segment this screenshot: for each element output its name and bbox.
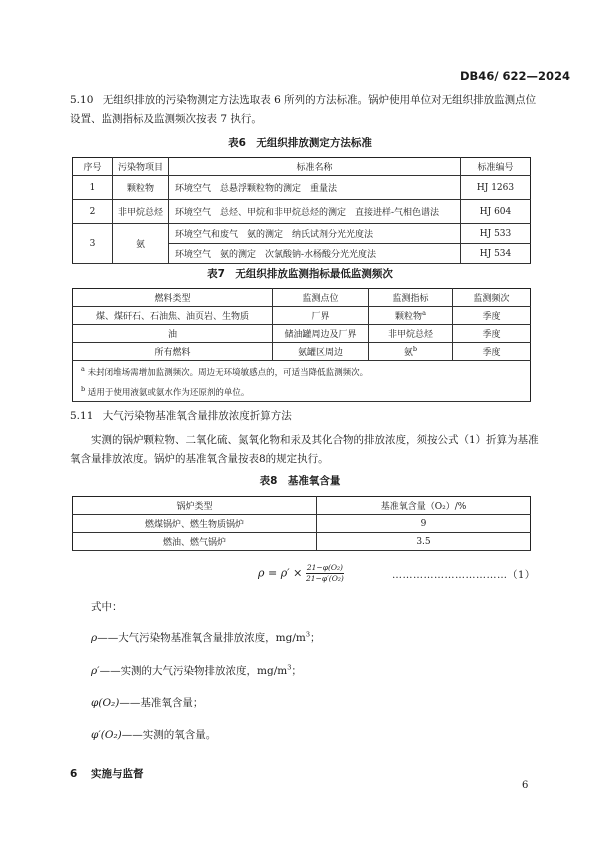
formula-fraction	[306, 563, 344, 584]
fraction-denominator: 21−φ′(O₂)	[306, 574, 344, 583]
variable-end: ；	[310, 632, 321, 644]
table-cell: 环境空气和废气 氨的测定 纳氏试剂分光光度法	[169, 224, 461, 244]
table-cell: 1	[73, 176, 113, 200]
footnote-marker: b	[412, 345, 418, 353]
variable-text: ——大气污染物基准氧含量排放浓度，mg/m	[97, 632, 306, 644]
variable-symbol: φ(O₂)	[91, 697, 120, 709]
table-cell: 煤、煤矸石、石油焦、油页岩、生物质	[73, 307, 273, 325]
section-number: 5.10	[70, 94, 94, 106]
formula-operator: =	[267, 566, 278, 580]
table-cell: 9	[317, 515, 531, 533]
table-cell: HJ 1263	[461, 176, 531, 200]
table-cell: 储油罐周边及厂界	[273, 325, 369, 343]
table-row	[73, 343, 531, 361]
variable-symbol: ρ′	[91, 665, 100, 677]
variable-text: ——实测的氧含量。	[121, 729, 217, 741]
table-cell: 3	[73, 224, 113, 264]
table-header-row	[73, 158, 531, 176]
variable-text: ——实测的大气污染物排放浓度，mg/m	[99, 665, 288, 677]
footnote-marker: a	[81, 365, 85, 373]
section-6-heading	[70, 766, 143, 781]
table-row	[73, 307, 531, 325]
table-cell: 季度	[453, 307, 531, 325]
column-header: 基准氧含量（O₂）/%	[317, 497, 531, 515]
paragraph-line: 实测的锅炉颗粒物、二氧化硫、氮氧化物和汞及其化合物的排放浓度，须按公式（1）折算为基准	[91, 434, 539, 446]
table-cell: 非甲烷总烃	[113, 200, 169, 224]
section-number: 5.11	[70, 410, 94, 422]
footnote	[81, 381, 528, 401]
page-number: 6	[522, 780, 529, 791]
formula-symbol: ρ	[258, 566, 265, 580]
table-cell: 氨罐区周边	[273, 343, 369, 361]
table-6-caption: 表6 无组织排放测定方法标准	[228, 137, 372, 149]
table-cell: 燃煤锅炉、燃生物质锅炉	[73, 515, 317, 533]
table-header-row	[73, 289, 531, 307]
cell-text: 氨	[403, 348, 413, 358]
column-header: 标准名称	[169, 158, 461, 176]
table-cell: 季度	[453, 325, 531, 343]
table-row	[73, 200, 531, 224]
table-cell: 环境空气 总悬浮颗粒物的测定 重量法	[169, 176, 461, 200]
formula-number: ……………………………（1）	[392, 570, 536, 581]
column-header: 监测频次	[453, 289, 531, 307]
column-header: 污染物项目	[113, 158, 169, 176]
paragraph-line: 氧含量排放浓度。锅炉的基准氧含量按表8的规定执行。	[70, 453, 329, 465]
table-cell: 2	[73, 200, 113, 224]
table-cell	[369, 343, 453, 361]
section-5-11-heading	[70, 407, 292, 426]
table-cell: 3.5	[317, 533, 531, 551]
formula-1	[258, 563, 344, 584]
table-row	[73, 515, 531, 533]
table-cell: HJ 604	[461, 200, 531, 224]
formula-symbol: ρ′	[280, 566, 290, 580]
cell-text: 颗粒物	[395, 312, 423, 322]
table-row	[73, 325, 531, 343]
variable-definition	[91, 727, 216, 742]
paragraph-line: 设置、监测指标及监测频次按表 7 执行。	[70, 113, 262, 125]
table-cell: 所有燃料	[73, 343, 273, 361]
table-notes	[73, 361, 531, 402]
unit-superscript: 3	[287, 663, 292, 672]
table-cell: 环境空气 氨的测定 次氯酸钠-水杨酸分光光度法	[169, 244, 461, 264]
table-cell: HJ 533	[461, 224, 531, 244]
column-header: 标准编号	[461, 158, 531, 176]
table-cell: 环境空气 总烃、甲烷和非甲烷总烃的测定 直接进样-气相色谱法	[169, 200, 461, 224]
footnote-text: 适用于使用液氨或氨水作为还原剂的单位。	[87, 387, 250, 398]
footnote-marker: a	[422, 309, 426, 317]
table-header-row	[73, 497, 531, 515]
variable-definition	[91, 663, 302, 678]
column-header: 监测指标	[369, 289, 453, 307]
footnote-marker: b	[81, 384, 86, 393]
table-cell: 非甲烷总烃	[369, 325, 453, 343]
table-notes-row	[73, 361, 531, 402]
table-cell: 氨	[113, 224, 169, 264]
table-cell: 颗粒物	[113, 176, 169, 200]
table-6	[72, 157, 531, 264]
column-header: 燃料类型	[73, 289, 273, 307]
variable-end: ；	[291, 665, 302, 677]
table-row	[73, 224, 531, 244]
section-title: 实施与监督	[90, 768, 144, 780]
unit-superscript: 3	[305, 630, 310, 639]
section-number: 6	[70, 768, 78, 780]
table-cell: 季度	[453, 343, 531, 361]
table-cell	[369, 307, 453, 325]
table-7	[72, 288, 531, 402]
fraction-numerator: 21−φ(O₂)	[306, 563, 343, 572]
table-8	[72, 496, 531, 551]
standard-number: DB46/ 622—2024	[460, 69, 571, 83]
section-5-10-paragraph	[70, 91, 536, 110]
table-row	[73, 176, 531, 200]
formula-operator: ×	[293, 566, 303, 580]
table-cell: 油	[73, 325, 273, 343]
column-header: 序号	[73, 158, 113, 176]
table-cell: 燃油、燃气锅炉	[73, 533, 317, 551]
section-title: 大气污染物基准氧含量排放浓度折算方法	[102, 410, 292, 422]
where-label: 式中：	[91, 601, 123, 613]
table-row	[73, 533, 531, 551]
column-header: 监测点位	[273, 289, 369, 307]
column-header: 锅炉类型	[73, 497, 317, 515]
table-7-caption: 表7 无组织排放监测指标最低监测频次	[207, 268, 393, 280]
variable-text: ——基准氧含量；	[119, 697, 204, 709]
variable-symbol: φ′(O₂)	[91, 729, 122, 741]
footnote	[81, 361, 528, 381]
variable-definition	[91, 630, 321, 645]
footnote-text: 未封闭堆场需增加监测频次。周边无环境敏感点的，可适当降低监测频次。	[87, 367, 369, 378]
table-cell: HJ 534	[461, 244, 531, 264]
table-8-caption: 表8 基准氧含量	[259, 475, 341, 487]
variable-symbol: ρ	[91, 632, 98, 644]
paragraph-line: 无组织排放的污染物测定方法选取表 6 所列的方法标准。锅炉使用单位对无组织排放监测点位	[102, 94, 537, 106]
variable-definition	[91, 695, 203, 710]
table-cell: 厂界	[273, 307, 369, 325]
